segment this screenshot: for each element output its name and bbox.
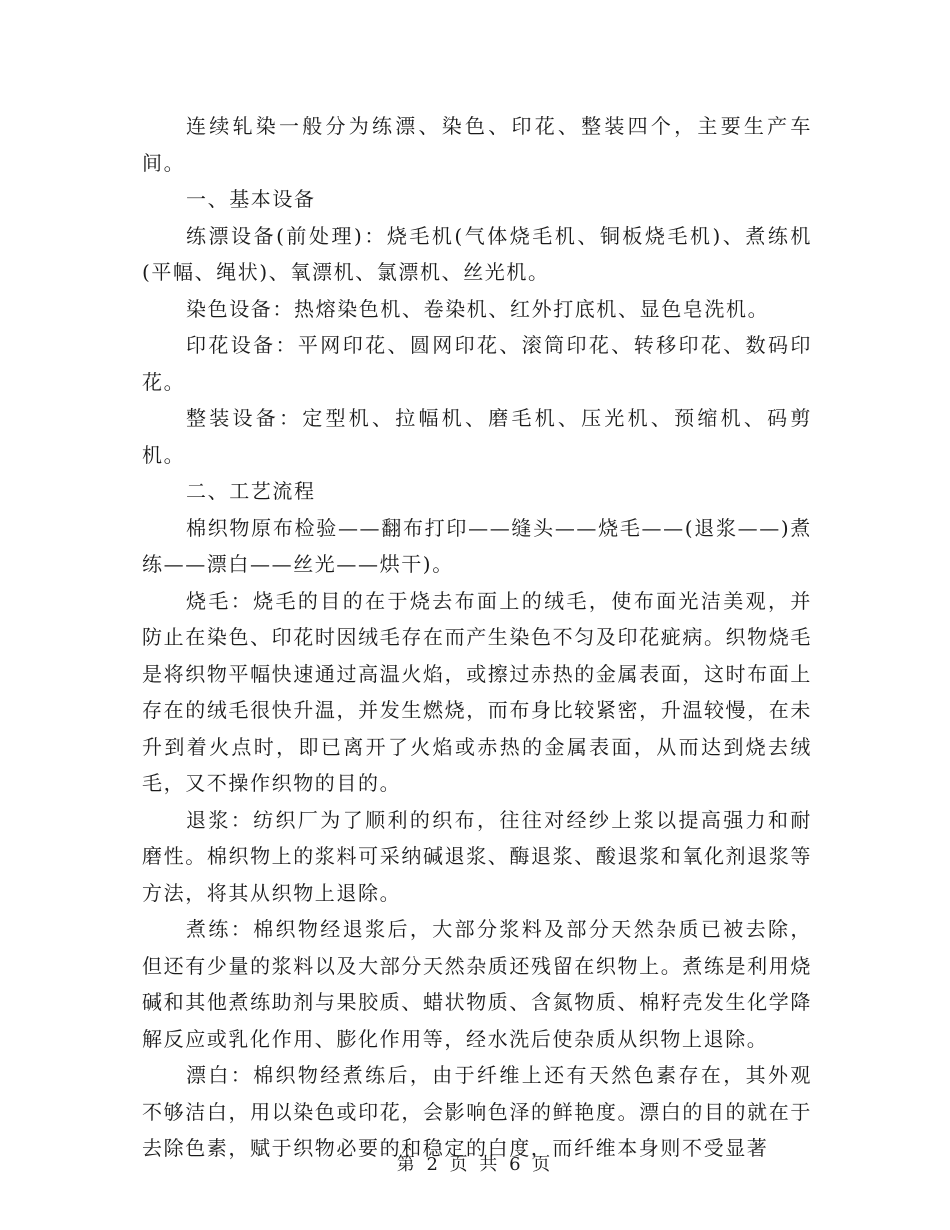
page-number: 第 2 页 共 6 页 [396,1154,554,1175]
section-heading-process: 二、工艺流程 [186,479,316,503]
paragraph-intro: 连续轧染一般分为练漂、染色、印花、整装四个，主要生产车间。 [142,114,812,175]
paragraph-pretreatment-equipment: 练漂设备(前处理)：烧毛机(气体烧毛机、铜板烧毛机)、煮练机(平幅、绳状)、氧漂机、氯漂机、丝光机。 [142,223,812,284]
paragraph-bleaching: 漂白：棉织物经煮练后，由于纤维上还有天然色素存在，其外观不够洁白，用以染色或印花，会影响色泽的鲜艳度。漂白的目的就在于去除色素，赋于织物必要的和稳定的白度，而纤维本身则不受显著 [142,1063,812,1160]
paragraph-scouring: 煮练：棉织物经退浆后，大部分浆料及部分天然杂质已被去除，但还有少量的浆料以及大部分天然杂质还残留在织物上。煮练是利用烧碱和其他煮练助剂与果胶质、蜡状物质、含氮物质、棉籽壳发生化学降解反应或乳化作用、膨化作用等，经水洗后使杂质从织物上退除。 [142,917,812,1051]
section-heading-equipment: 一、基本设备 [186,187,316,211]
paragraph-printing-equipment: 印花设备：平网印花、圆网印花、滚筒印花、转移印花、数码印花。 [142,333,812,394]
document-body [142,108,812,1167]
paragraph-singeing: 烧毛：烧毛的目的在于烧去布面上的绒毛，使布面光洁美观，并防止在染色、印花时因绒毛存在而产生染色不匀及印花疵病。织物烧毛是将织物平幅快速通过高温火焰，或擦过赤热的金属表面，这时布面上存在的绒毛很快升温，并发生燃烧，而布身比较紧密，升温较慢，在未升到着火点时，即已离开了火焰或赤热的金属表面，从而达到烧去绒毛，又不操作织物的目的。 [142,588,812,795]
page-footer [0,1150,950,1176]
paragraph-dyeing-equipment: 染色设备：热熔染色机、卷染机、红外打底机、显色皂洗机。 [186,296,770,321]
paragraph-process-flow: 棉织物原布检验——翻布打印——缝头——烧毛——(退浆——)煮练——漂白——丝光——烘干)。 [142,515,812,576]
paragraph-desizing: 退浆：纺织厂为了顺利的织布，往往对经纱上浆以提高强力和耐磨性。棉织物上的浆料可采纳碱退浆、酶退浆、酸退浆和氧化剂退浆等方法，将其从织物上退除。 [142,807,812,905]
paragraph-finishing-equipment: 整装设备：定型机、拉幅机、磨毛机、压光机、预缩机、码剪机。 [142,406,812,467]
